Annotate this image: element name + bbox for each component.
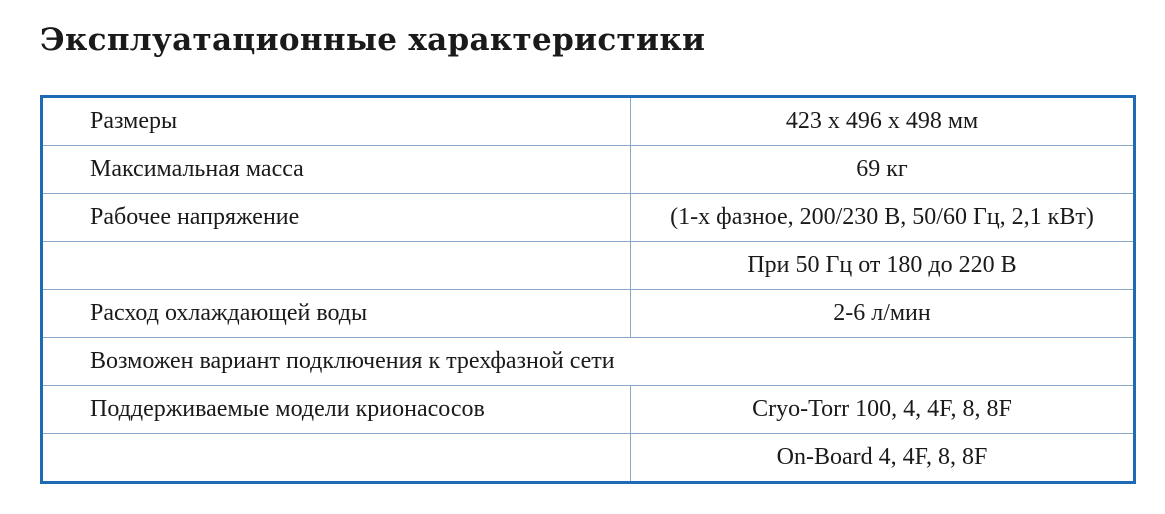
row-label-dimensions: Размеры bbox=[42, 97, 631, 146]
row-value-voltage: (1-х фазное, 200/230 В, 50/60 Гц, 2,1 кВт) bbox=[631, 194, 1135, 242]
row-label-voltage-range bbox=[42, 242, 631, 290]
row-label-voltage: Рабочее напряжение bbox=[42, 194, 631, 242]
spec-table bbox=[40, 95, 1136, 484]
table-row bbox=[42, 290, 1135, 338]
table-row bbox=[42, 146, 1135, 194]
table-row bbox=[42, 242, 1135, 290]
table-row bbox=[42, 338, 1135, 386]
page-title: Эксплуатационные характеристики bbox=[40, 22, 706, 58]
row-value-dimensions: 423 х 496 х 498 мм bbox=[631, 97, 1135, 146]
table-row bbox=[42, 434, 1135, 483]
table-row bbox=[42, 97, 1135, 146]
table-row bbox=[42, 386, 1135, 434]
row-label-empty bbox=[42, 434, 631, 483]
row-note-three-phase: Возможен вариант подключения к трехфазной сети bbox=[42, 338, 1135, 386]
row-value-voltage-range: При 50 Гц от 180 до 220 В bbox=[631, 242, 1135, 290]
table-row bbox=[42, 194, 1135, 242]
row-label-supported-pumps: Поддерживаемые модели крионасосов bbox=[42, 386, 631, 434]
row-value-on-board: On-Board 4, 4F, 8, 8F bbox=[631, 434, 1135, 483]
row-label-max-mass: Максимальная масса bbox=[42, 146, 631, 194]
row-value-cryo-torr: Cryo-Torr 100, 4, 4F, 8, 8F bbox=[631, 386, 1135, 434]
row-value-max-mass: 69 кг bbox=[631, 146, 1135, 194]
row-value-water-flow: 2-6 л/мин bbox=[631, 290, 1135, 338]
row-label-water-flow: Расход охлаждающей воды bbox=[42, 290, 631, 338]
